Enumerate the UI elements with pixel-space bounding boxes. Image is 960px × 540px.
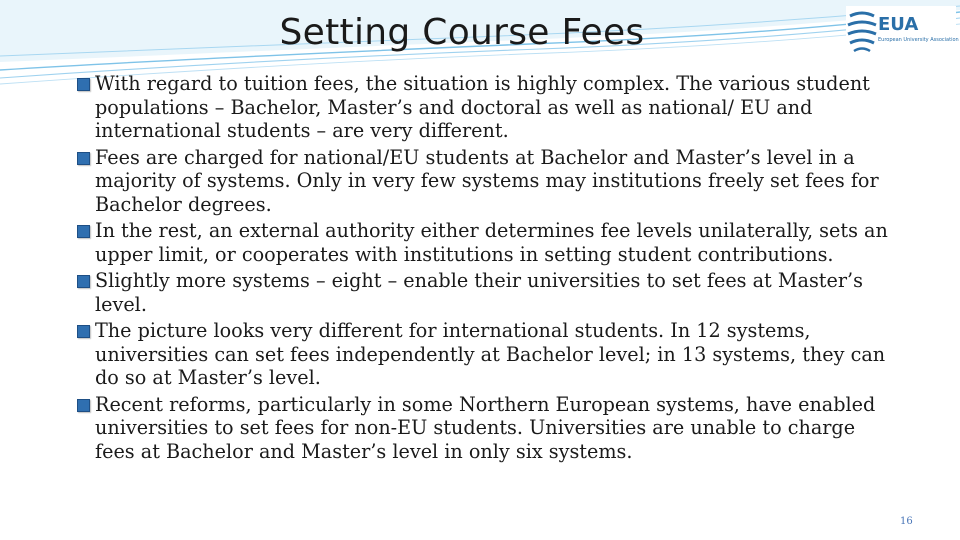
bullet-item bbox=[75, 72, 890, 143]
page-number: 16 bbox=[900, 516, 913, 527]
bullet-item bbox=[75, 219, 890, 266]
square-bullet-icon bbox=[77, 325, 90, 338]
bullet-item bbox=[75, 269, 890, 316]
square-bullet-icon bbox=[77, 225, 90, 238]
bullet-text: Recent reforms, particularly in some Northern European systems, have enabled universities to set fees for non-EU students. Universities are unable to charge fees at Bachelor and Master’s level in only six systems. bbox=[95, 392, 876, 463]
bullet-text: Fees are charged for national/EU students at Bachelor and Master’s level in a majority of systems. Only in very few systems may institutions freely set fees for Bachelor degrees. bbox=[95, 145, 879, 216]
bullet-item bbox=[75, 319, 890, 390]
square-bullet-icon bbox=[77, 78, 90, 91]
eua-logo-name: EUA bbox=[878, 14, 919, 35]
slide-title: Setting Course Fees bbox=[279, 12, 645, 53]
bullet-item bbox=[75, 393, 890, 464]
bullet-list bbox=[75, 72, 890, 466]
eua-logo-subtitle: European University Association bbox=[878, 37, 959, 43]
square-bullet-icon bbox=[77, 399, 90, 412]
square-bullet-icon bbox=[77, 275, 90, 288]
bullet-text: Slightly more systems – eight – enable their universities to set fees at Master’s level. bbox=[95, 269, 863, 316]
bullet-text: With regard to tuition fees, the situation is highly complex. The various student populations – Bachelor, Master’s and doctoral as well as national/ EU and international students – are very different. bbox=[95, 72, 870, 142]
square-bullet-icon bbox=[77, 152, 90, 165]
bullet-text: The picture looks very different for international students. In 12 systems, universities can set fees independently at Bachelor level; in 13 systems, they can do so at Master’s level. bbox=[95, 319, 886, 389]
bullet-text: In the rest, an external authority either determines fee levels unilaterally, sets an upper limit, or cooperates with institutions in setting student contributions. bbox=[95, 219, 888, 266]
bullet-item bbox=[75, 146, 890, 217]
